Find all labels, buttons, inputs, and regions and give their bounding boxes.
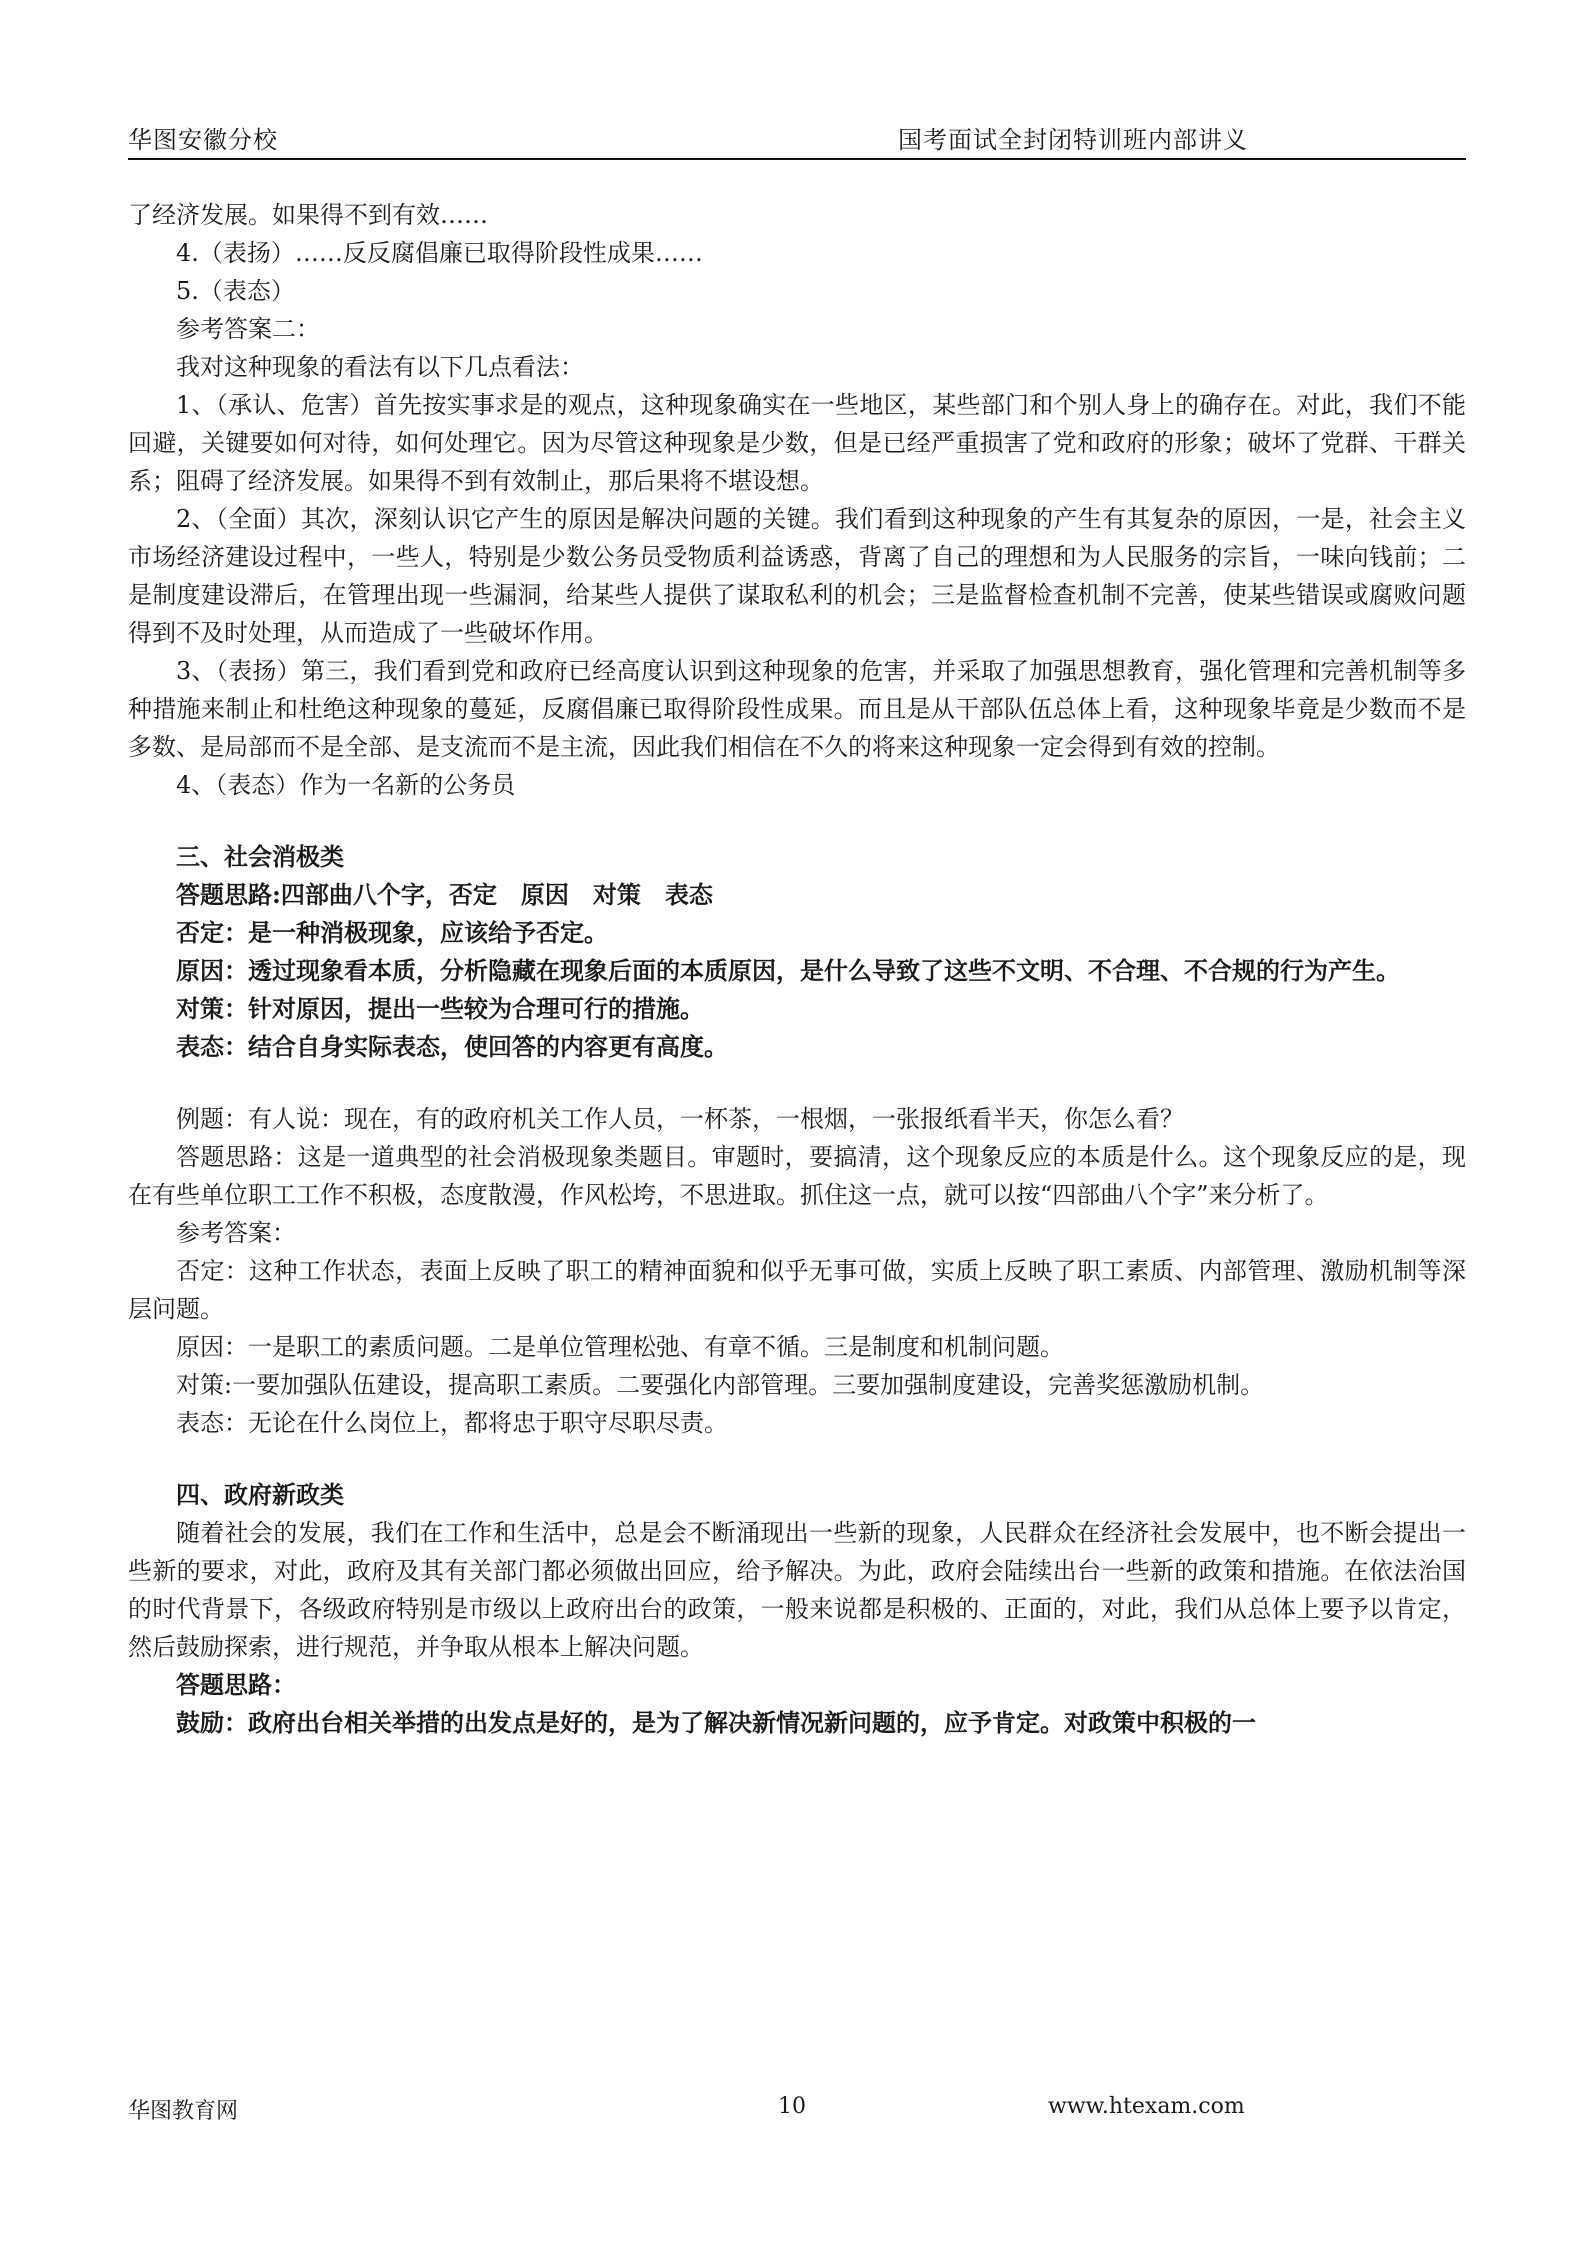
paragraph: 了经济发展。如果得不到有效…… (128, 201, 488, 229)
header-org: 华图安徽分校 (128, 126, 278, 154)
page-footer (128, 2094, 1466, 2124)
page-header (128, 118, 1466, 160)
bold-paragraph: 否定：是一种消极现象，应该给予否定。 (176, 918, 608, 947)
footer-site-name: 华图教育网 (128, 2099, 239, 2124)
paragraph: 3、（表扬）第三，我们看到党和政府已经高度认识到这种现象的危害，并采取了加强思想教育，强化管理和完善机制等多种措施来制止和杜绝这种现象的蔓延，反腐倡廉已取得阶段性成果。而且是从干部队伍总体上看，这种现象毕竟是少数而不是多数、是局部而不是全部、是支流而不是主流，因此我们相信在不久的将来这种现象一定会得到有效的控制。 (128, 657, 1466, 761)
page-number: 10 (778, 2094, 806, 2119)
spacer (128, 1066, 1466, 1100)
paragraph: 4、（表态）作为一名新的公务员 (176, 771, 516, 799)
bold-paragraph: 答题思路： (176, 1670, 296, 1699)
section-title: 四、政府新政类 (176, 1480, 344, 1509)
paragraph: 例题：有人说：现在，有的政府机关工作人员，一杯茶，一根烟，一张报纸看半天，你怎么看？ (176, 1105, 1184, 1133)
paragraph: 4.（表扬）……反反腐倡廉已取得阶段性成果…… (176, 239, 703, 267)
paragraph: 随着社会的发展，我们在工作和生活中，总是会不断涌现出一些新的现象，人民群众在经济社会发展中，也不断会提出一些新的要求，对此，政府及其有关部门都必须做出回应，给予解决。为此，政府会陆续出台一些新的政策和措施。在依法治国的时代背景下，各级政府特别是市级以上政府出台的政策，一般来说都是积极的、正面的，对此，我们从总体上要予以肯定，然后鼓励探索，进行规范，并争取从根本上解决问题。 (128, 1519, 1466, 1661)
paragraph: 5.（表态） (176, 277, 295, 305)
paragraph: 1、（承认、危害）首先按实事求是的观点，这种现象确实在一些地区，某些部门和个别人身上的确存在。对此，我们不能回避，关键要如何对待，如何处理它。因为尽管这种现象是少数，但是已经严重损害了党和政府的形象；破坏了党群、干群关系；阻碍了经济发展。如果得不到有效制止，那后果将不堪设想。 (128, 391, 1466, 495)
paragraph: 对策:一要加强队伍建设，提高职工素质。二要强化内部管理。三要加强制度建设，完善奖惩激励机制。 (176, 1371, 1265, 1399)
paragraph: 2、（全面）其次，深刻认识它产生的原因是解决问题的关键。我们看到这种现象的产生有其复杂的原因，一是，社会主义市场经济建设过程中，一些人，特别是少数公务员受物质利益诱惑，背离了自己的理想和为人民服务的宗旨，一味向钱前；二是制度建设滞后，在管理出现一些漏洞，给某些人提供了谋取私利的机会；三是监督检查机制不完善，使某些错误或腐败问题得到不及时处理，从而造成了一些破坏作用。 (128, 505, 1466, 647)
paragraph: 参考答案二： (176, 315, 320, 343)
header-title: 国考面试全封闭特训班内部讲义 (898, 126, 1248, 154)
page-content (128, 196, 1466, 1742)
paragraph: 表态：无论在什么岗位上，都将忠于职守尽职尽责。 (176, 1409, 728, 1437)
section-title: 三、社会消极类 (176, 842, 344, 871)
paragraph: 否定：这种工作状态，表面上反映了职工的精神面貌和似乎无事可做，实质上反映了职工素质、内部管理、激励机制等深层问题。 (128, 1257, 1466, 1323)
bold-paragraph: 表态：结合自身实际表态，使回答的内容更有高度。 (176, 1032, 728, 1061)
paragraph: 原因：一是职工的素质问题。二是单位管理松弛、有章不循。三是制度和机制问题。 (176, 1333, 1064, 1361)
paragraph: 参考答案： (176, 1219, 296, 1247)
bold-paragraph: 鼓励：政府出台相关举措的出发点是好的，是为了解决新情况新问题的，应予肯定。对政策中积极的一 (176, 1708, 1256, 1737)
paragraph: 我对这种现象的看法有以下几点看法： (176, 353, 584, 381)
paragraph: 答题思路：这是一道典型的社会消极现象类题目。审题时，要搞清，这个现象反应的本质是什么。这个现象反应的是，现在有些单位职工工作不积极，态度散漫，作风松垮，不思进取。抓住这一点，就可以按“四部曲八个字”来分析了。 (128, 1143, 1466, 1209)
footer-url: www.htexam.com (1048, 2094, 1245, 2119)
spacer (128, 1442, 1466, 1476)
spacer (128, 804, 1466, 838)
bold-paragraph: 答题思路:四部曲八个字，否定 原因 对策 表态 (176, 880, 713, 909)
bold-paragraph: 原因：透过现象看本质，分析隐藏在现象后面的本质原因，是什么导致了这些不文明、不合理、不合规的行为产生。 (176, 956, 1400, 985)
bold-paragraph: 对策：针对原因，提出一些较为合理可行的措施。 (176, 994, 704, 1023)
